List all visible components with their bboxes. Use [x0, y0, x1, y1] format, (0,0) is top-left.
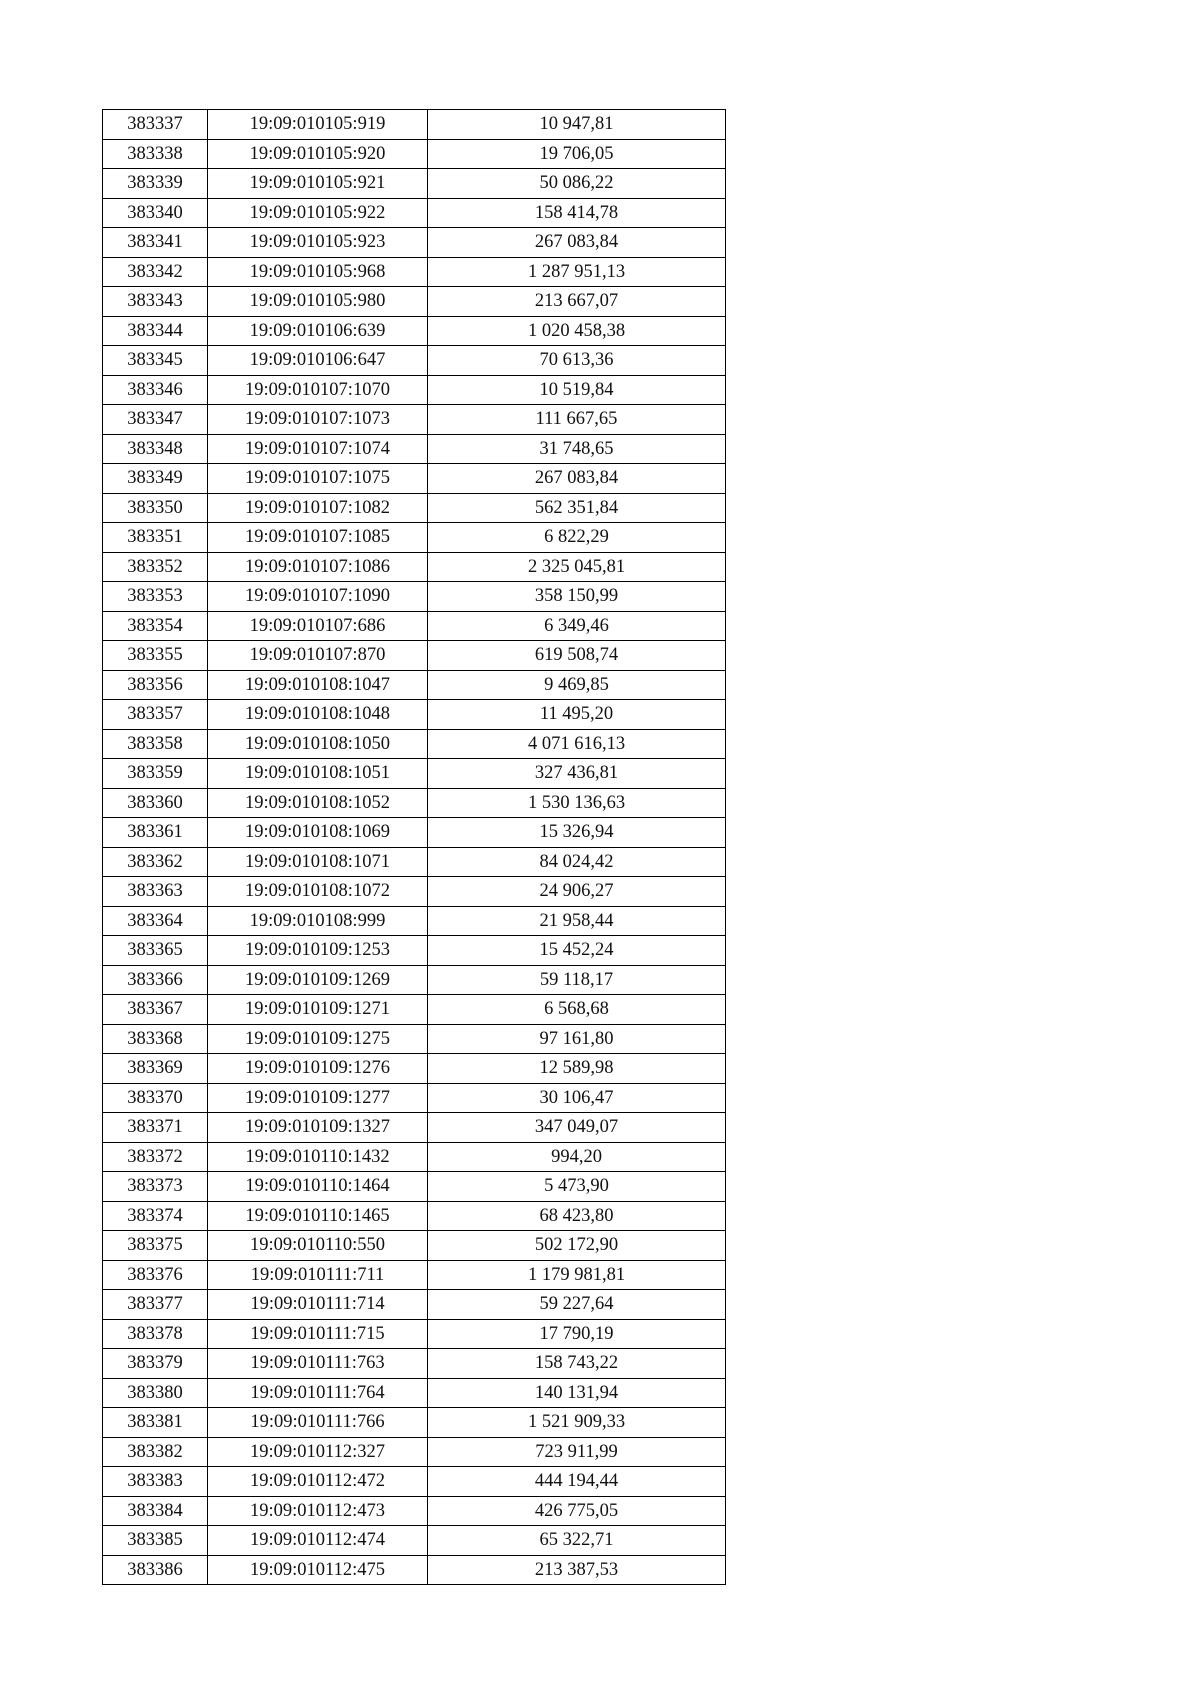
table-row [103, 1024, 726, 1054]
table-row [103, 1083, 726, 1113]
cadastral-number-cell: 19:09:010112:472 [208, 1467, 428, 1497]
table-row [103, 464, 726, 494]
cadastral-number-cell: 19:09:010110:1464 [208, 1172, 428, 1202]
table-row [103, 493, 726, 523]
cadastral-value-cell: 619 508,74 [428, 641, 726, 671]
row-number-cell: 383354 [103, 611, 208, 641]
cadastral-value-cell: 426 775,05 [428, 1496, 726, 1526]
cadastral-value-cell: 158 414,78 [428, 198, 726, 228]
cadastral-number-cell: 19:09:010109:1277 [208, 1083, 428, 1113]
row-number-cell: 383366 [103, 965, 208, 995]
cadastral-value-cell: 2 325 045,81 [428, 552, 726, 582]
row-number-cell: 383339 [103, 169, 208, 199]
row-number-cell: 383371 [103, 1113, 208, 1143]
cadastral-number-cell: 19:09:010108:1052 [208, 788, 428, 818]
table-row [103, 1290, 726, 1320]
table-row [103, 906, 726, 936]
table-row [103, 1349, 726, 1379]
table-row [103, 1260, 726, 1290]
cadastral-number-cell: 19:09:010107:1073 [208, 405, 428, 435]
row-number-cell: 383363 [103, 877, 208, 907]
table-row [103, 788, 726, 818]
cadastral-value-cell: 50 086,22 [428, 169, 726, 199]
cadastral-value-cell: 1 179 981,81 [428, 1260, 726, 1290]
row-number-cell: 383372 [103, 1142, 208, 1172]
cadastral-value-cell: 31 748,65 [428, 434, 726, 464]
cadastral-number-cell: 19:09:010110:550 [208, 1231, 428, 1261]
row-number-cell: 383347 [103, 405, 208, 435]
table-row [103, 641, 726, 671]
cadastral-value-cell: 140 131,94 [428, 1378, 726, 1408]
row-number-cell: 383355 [103, 641, 208, 671]
cadastral-number-cell: 19:09:010109:1276 [208, 1054, 428, 1084]
row-number-cell: 383356 [103, 670, 208, 700]
cadastral-number-cell: 19:09:010106:647 [208, 346, 428, 376]
cadastral-number-cell: 19:09:010106:639 [208, 316, 428, 346]
table-row [103, 405, 726, 435]
cadastral-value-cell: 358 150,99 [428, 582, 726, 612]
row-number-cell: 383359 [103, 759, 208, 789]
cadastral-value-cell: 6 822,29 [428, 523, 726, 553]
row-number-cell: 383346 [103, 375, 208, 405]
table-row [103, 198, 726, 228]
row-number-cell: 383342 [103, 257, 208, 287]
cadastral-value-cell: 562 351,84 [428, 493, 726, 523]
cadastral-value-cell: 17 790,19 [428, 1319, 726, 1349]
cadastral-number-cell: 19:09:010108:1071 [208, 847, 428, 877]
table-row [103, 847, 726, 877]
table-row [103, 729, 726, 759]
row-number-cell: 383376 [103, 1260, 208, 1290]
cadastral-value-cell: 84 024,42 [428, 847, 726, 877]
table-row [103, 228, 726, 258]
table-row [103, 110, 726, 140]
table-row [103, 759, 726, 789]
table-body [103, 110, 726, 1585]
table-row [103, 316, 726, 346]
cadastral-number-cell: 19:09:010108:1072 [208, 877, 428, 907]
table-row [103, 1378, 726, 1408]
cadastral-value-cell: 213 387,53 [428, 1555, 726, 1585]
cadastral-number-cell: 19:09:010111:766 [208, 1408, 428, 1438]
cadastral-number-cell: 19:09:010105:922 [208, 198, 428, 228]
row-number-cell: 383340 [103, 198, 208, 228]
cadastral-value-cell: 12 589,98 [428, 1054, 726, 1084]
table-row [103, 552, 726, 582]
table-row [103, 700, 726, 730]
row-number-cell: 383345 [103, 346, 208, 376]
cadastral-value-cell: 70 613,36 [428, 346, 726, 376]
cadastral-value-table [102, 109, 726, 1585]
cadastral-value-cell: 21 958,44 [428, 906, 726, 936]
row-number-cell: 383341 [103, 228, 208, 258]
cadastral-value-cell: 5 473,90 [428, 1172, 726, 1202]
cadastral-value-cell: 4 071 616,13 [428, 729, 726, 759]
cadastral-value-cell: 65 322,71 [428, 1526, 726, 1556]
cadastral-number-cell: 19:09:010109:1327 [208, 1113, 428, 1143]
cadastral-number-cell: 19:09:010108:999 [208, 906, 428, 936]
row-number-cell: 383343 [103, 287, 208, 317]
cadastral-value-cell: 1 020 458,38 [428, 316, 726, 346]
table-row [103, 1054, 726, 1084]
cadastral-number-cell: 19:09:010112:475 [208, 1555, 428, 1585]
row-number-cell: 383375 [103, 1231, 208, 1261]
row-number-cell: 383351 [103, 523, 208, 553]
row-number-cell: 383383 [103, 1467, 208, 1497]
cadastral-value-cell: 1 521 909,33 [428, 1408, 726, 1438]
row-number-cell: 383344 [103, 316, 208, 346]
table-row [103, 1408, 726, 1438]
cadastral-value-cell: 502 172,90 [428, 1231, 726, 1261]
cadastral-number-cell: 19:09:010107:686 [208, 611, 428, 641]
row-number-cell: 383382 [103, 1437, 208, 1467]
table-row [103, 818, 726, 848]
row-number-cell: 383377 [103, 1290, 208, 1320]
cadastral-number-cell: 19:09:010111:763 [208, 1349, 428, 1379]
cadastral-number-cell: 19:09:010108:1048 [208, 700, 428, 730]
cadastral-number-cell: 19:09:010107:1075 [208, 464, 428, 494]
row-number-cell: 383365 [103, 936, 208, 966]
cadastral-value-cell: 6 349,46 [428, 611, 726, 641]
cadastral-value-cell: 59 227,64 [428, 1290, 726, 1320]
cadastral-value-cell: 59 118,17 [428, 965, 726, 995]
table-row [103, 611, 726, 641]
cadastral-number-cell: 19:09:010107:1085 [208, 523, 428, 553]
table-row [103, 965, 726, 995]
cadastral-number-cell: 19:09:010111:764 [208, 1378, 428, 1408]
row-number-cell: 383360 [103, 788, 208, 818]
row-number-cell: 383374 [103, 1201, 208, 1231]
row-number-cell: 383368 [103, 1024, 208, 1054]
cadastral-number-cell: 19:09:010105:921 [208, 169, 428, 199]
cadastral-number-cell: 19:09:010112:473 [208, 1496, 428, 1526]
row-number-cell: 383357 [103, 700, 208, 730]
row-number-cell: 383378 [103, 1319, 208, 1349]
cadastral-value-cell: 68 423,80 [428, 1201, 726, 1231]
table-row [103, 1526, 726, 1556]
row-number-cell: 383379 [103, 1349, 208, 1379]
row-number-cell: 383370 [103, 1083, 208, 1113]
cadastral-value-cell: 19 706,05 [428, 139, 726, 169]
table-row [103, 139, 726, 169]
row-number-cell: 383369 [103, 1054, 208, 1084]
cadastral-number-cell: 19:09:010105:923 [208, 228, 428, 258]
cadastral-number-cell: 19:09:010108:1051 [208, 759, 428, 789]
cadastral-value-cell: 158 743,22 [428, 1349, 726, 1379]
row-number-cell: 383381 [103, 1408, 208, 1438]
row-number-cell: 383367 [103, 995, 208, 1025]
row-number-cell: 383362 [103, 847, 208, 877]
table-row [103, 346, 726, 376]
cadastral-value-cell: 1 287 951,13 [428, 257, 726, 287]
cadastral-value-cell: 9 469,85 [428, 670, 726, 700]
cadastral-value-cell: 111 667,65 [428, 405, 726, 435]
table-row [103, 995, 726, 1025]
cadastral-number-cell: 19:09:010109:1271 [208, 995, 428, 1025]
row-number-cell: 383338 [103, 139, 208, 169]
cadastral-number-cell: 19:09:010108:1069 [208, 818, 428, 848]
row-number-cell: 383373 [103, 1172, 208, 1202]
table-row [103, 936, 726, 966]
cadastral-number-cell: 19:09:010105:919 [208, 110, 428, 140]
cadastral-value-cell: 15 452,24 [428, 936, 726, 966]
row-number-cell: 383353 [103, 582, 208, 612]
cadastral-value-cell: 30 106,47 [428, 1083, 726, 1113]
row-number-cell: 383386 [103, 1555, 208, 1585]
table-row [103, 582, 726, 612]
row-number-cell: 383364 [103, 906, 208, 936]
table-row [103, 1437, 726, 1467]
cadastral-value-cell: 15 326,94 [428, 818, 726, 848]
table-row [103, 670, 726, 700]
row-number-cell: 383352 [103, 552, 208, 582]
table-row [103, 434, 726, 464]
cadastral-number-cell: 19:09:010109:1269 [208, 965, 428, 995]
table-row [103, 1113, 726, 1143]
cadastral-number-cell: 19:09:010108:1050 [208, 729, 428, 759]
table-row [103, 877, 726, 907]
cadastral-value-cell: 994,20 [428, 1142, 726, 1172]
cadastral-number-cell: 19:09:010105:968 [208, 257, 428, 287]
cadastral-value-cell: 327 436,81 [428, 759, 726, 789]
cadastral-value-cell: 347 049,07 [428, 1113, 726, 1143]
cadastral-value-cell: 6 568,68 [428, 995, 726, 1025]
cadastral-number-cell: 19:09:010109:1275 [208, 1024, 428, 1054]
cadastral-value-cell: 267 083,84 [428, 228, 726, 258]
cadastral-value-cell: 267 083,84 [428, 464, 726, 494]
cadastral-number-cell: 19:09:010110:1465 [208, 1201, 428, 1231]
table-row [103, 1201, 726, 1231]
table-row [103, 287, 726, 317]
cadastral-number-cell: 19:09:010112:327 [208, 1437, 428, 1467]
cadastral-number-cell: 19:09:010107:870 [208, 641, 428, 671]
table-row [103, 1467, 726, 1497]
cadastral-number-cell: 19:09:010111:714 [208, 1290, 428, 1320]
cadastral-value-cell: 97 161,80 [428, 1024, 726, 1054]
cadastral-value-cell: 24 906,27 [428, 877, 726, 907]
table-row [103, 1172, 726, 1202]
table-row [103, 1496, 726, 1526]
cadastral-value-cell: 10 947,81 [428, 110, 726, 140]
table-row [103, 523, 726, 553]
table-row [103, 169, 726, 199]
row-number-cell: 383358 [103, 729, 208, 759]
cadastral-number-cell: 19:09:010107:1082 [208, 493, 428, 523]
row-number-cell: 383385 [103, 1526, 208, 1556]
table-row [103, 1555, 726, 1585]
cadastral-number-cell: 19:09:010111:711 [208, 1260, 428, 1290]
cadastral-number-cell: 19:09:010107:1070 [208, 375, 428, 405]
table-row [103, 1231, 726, 1261]
cadastral-number-cell: 19:09:010109:1253 [208, 936, 428, 966]
cadastral-number-cell: 19:09:010107:1074 [208, 434, 428, 464]
cadastral-value-cell: 11 495,20 [428, 700, 726, 730]
row-number-cell: 383350 [103, 493, 208, 523]
table-row [103, 1319, 726, 1349]
cadastral-value-cell: 444 194,44 [428, 1467, 726, 1497]
cadastral-number-cell: 19:09:010107:1086 [208, 552, 428, 582]
row-number-cell: 383361 [103, 818, 208, 848]
cadastral-value-cell: 10 519,84 [428, 375, 726, 405]
cadastral-value-cell: 723 911,99 [428, 1437, 726, 1467]
row-number-cell: 383337 [103, 110, 208, 140]
cadastral-number-cell: 19:09:010111:715 [208, 1319, 428, 1349]
table-row [103, 1142, 726, 1172]
cadastral-number-cell: 19:09:010105:980 [208, 287, 428, 317]
cadastral-number-cell: 19:09:010112:474 [208, 1526, 428, 1556]
cadastral-value-cell: 213 667,07 [428, 287, 726, 317]
row-number-cell: 383349 [103, 464, 208, 494]
cadastral-value-cell: 1 530 136,63 [428, 788, 726, 818]
table-row [103, 375, 726, 405]
row-number-cell: 383380 [103, 1378, 208, 1408]
cadastral-number-cell: 19:09:010110:1432 [208, 1142, 428, 1172]
cadastral-number-cell: 19:09:010107:1090 [208, 582, 428, 612]
cadastral-number-cell: 19:09:010108:1047 [208, 670, 428, 700]
row-number-cell: 383348 [103, 434, 208, 464]
row-number-cell: 383384 [103, 1496, 208, 1526]
cadastral-number-cell: 19:09:010105:920 [208, 139, 428, 169]
table-row [103, 257, 726, 287]
